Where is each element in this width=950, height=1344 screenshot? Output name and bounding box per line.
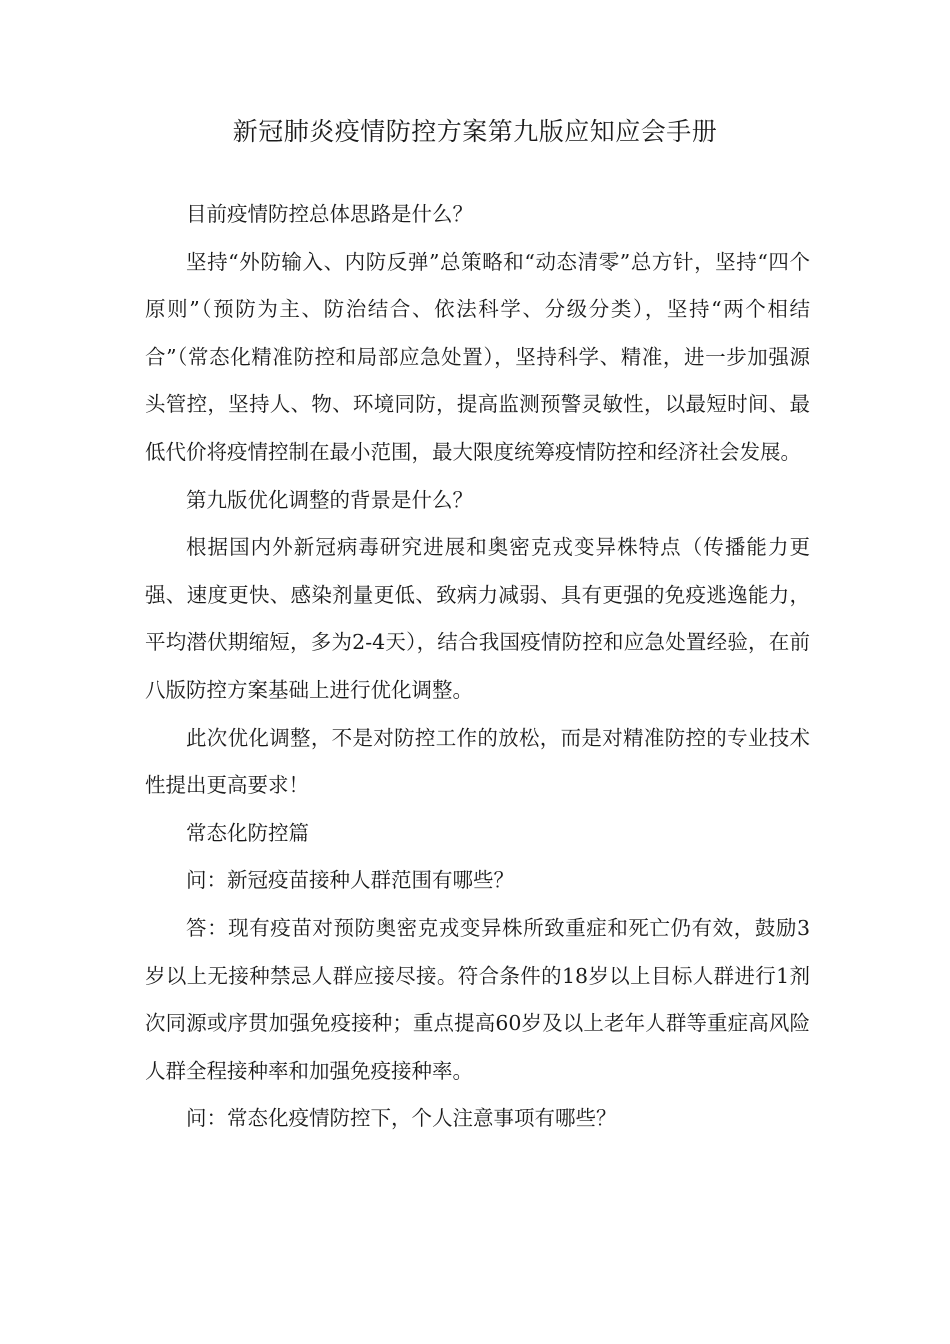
question-personal-precautions: 问：常态化疫情防控下，个人注意事项有哪些？ (186, 1106, 617, 1131)
question-ninth-edition-background: 第九版优化调整的背景是什么？ (186, 487, 473, 512)
note-optimization: 此次优化调整，不是对防控工作的放松，而是对精准防控的专业技术性提出更高要求！ (145, 725, 810, 798)
document-body (145, 191, 810, 1143)
answer-ninth-edition-background: 根据国内外新冠病毒研究进展和奥密克戎变异株特点（传播能力更强、速度更快、感染剂量更低、致病力减弱、具有更强的免疫逃逸能力，平均潜伏期缩短，多为2-4天），结合我国疫情防控和应急处置经验，在前八版防控方案基础上进行优化调整。 (145, 535, 810, 702)
answer-overall-approach: 坚持“外防输入、内防反弹”总策略和“动态清零”总方针，坚持“四个原则”（预防为主、防治结合、依法科学、分级分类），坚持“两个相结合”（常态化精准防控和局部应急处置），坚持科学、精准，进一步加强源头管控，坚持人、物、环境同防，提高监测预警灵敏性，以最短时间、最低代价将疫情控制在最小范围，最大限度统筹疫情防控和经济社会发展。 (145, 249, 810, 464)
question-vaccination-scope: 问：新冠疫苗接种人群范围有哪些？ (186, 868, 514, 893)
document-title: 新冠肺炎疫情防控方案第九版应知应会手册 (232, 117, 718, 146)
question-overall-approach: 目前疫情防控总体思路是什么？ (186, 202, 473, 226)
answer-vaccination-scope: 答：现有疫苗对预防奥密克戎变异株所致重症和死亡仍有效，鼓励3岁以上无接种禁忌人群应接尽接。符合条件的18岁以上目标人群进行1剂次同源或序贯加强免疫接种；重点提高60岁及以上老年人群等重症高风险人群全程接种率和加强免疫接种率。 (145, 915, 810, 1083)
section-heading-routine-prevention: 常态化防控篇 (186, 820, 309, 845)
